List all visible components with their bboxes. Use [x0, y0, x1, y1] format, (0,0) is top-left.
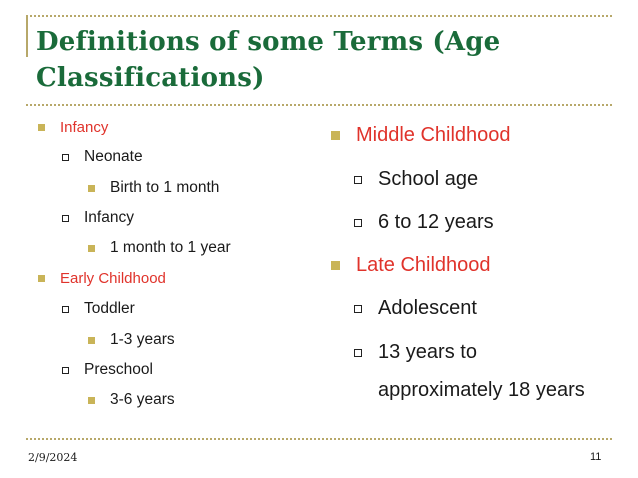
- list-item-adolescent: [354, 297, 477, 320]
- square-bullet-icon: [88, 337, 95, 344]
- label-infancy-age: 1 month to 1 year: [110, 239, 231, 256]
- title-accent-bar: [26, 15, 28, 57]
- label-toddler: Toddler: [84, 300, 135, 317]
- label-preschool: Preschool: [84, 361, 153, 378]
- heading-infancy: Infancy: [60, 119, 109, 136]
- footer-page-number: 11: [590, 451, 602, 463]
- heading-early-childhood: Early Childhood: [60, 270, 166, 287]
- hollow-square-bullet-icon: [354, 176, 362, 184]
- square-bullet-icon: [38, 275, 45, 282]
- square-bullet-icon: [331, 261, 340, 270]
- label-school-range: 6 to 12 years: [378, 211, 494, 233]
- hollow-square-bullet-icon: [354, 219, 362, 227]
- list-item-school-range: [354, 211, 494, 234]
- heading-late-childhood: Late Childhood: [356, 254, 491, 276]
- square-bullet-icon: [331, 131, 340, 140]
- label-adolescent-range-2: approximately 18 years: [378, 379, 585, 401]
- label-toddler-age: 1-3 years: [110, 331, 175, 348]
- hollow-square-bullet-icon: [354, 349, 362, 357]
- list-item-neonate-age: [88, 179, 219, 197]
- list-item-infancy: [38, 119, 108, 136]
- label-infancy-sub: Infancy: [84, 209, 134, 226]
- label-neonate: Neonate: [84, 148, 143, 165]
- list-item-school-age: [354, 168, 478, 191]
- list-item-infancy-sub: [62, 209, 134, 227]
- title-line-2: Classifications): [36, 63, 265, 93]
- list-item-neonate: [62, 148, 143, 166]
- list-item-toddler: [62, 300, 135, 318]
- footer-divider: [26, 438, 612, 440]
- hollow-square-bullet-icon: [62, 367, 69, 374]
- square-bullet-icon: [88, 397, 95, 404]
- footer-date: 2/9/2024: [28, 451, 78, 464]
- list-item-preschool-age: [88, 391, 175, 409]
- list-item-adolescent-range-continued: [378, 379, 585, 402]
- list-item-infancy-age: [88, 239, 231, 257]
- title-line-1: Definitions of some Terms (Age: [36, 27, 501, 57]
- hollow-square-bullet-icon: [62, 154, 69, 161]
- list-item-preschool: [62, 361, 153, 379]
- hollow-square-bullet-icon: [62, 215, 69, 222]
- heading-middle-childhood: Middle Childhood: [356, 124, 511, 146]
- label-adolescent: Adolescent: [378, 297, 477, 319]
- label-adolescent-range-1: 13 years to: [378, 341, 477, 363]
- hollow-square-bullet-icon: [62, 306, 69, 313]
- list-item-late-childhood: [331, 254, 491, 277]
- list-item-early-childhood: [38, 270, 166, 287]
- top-divider: [26, 15, 612, 17]
- hollow-square-bullet-icon: [354, 305, 362, 313]
- label-neonate-age: Birth to 1 month: [110, 179, 220, 196]
- list-item-middle-childhood: [331, 124, 511, 147]
- title-divider: [26, 104, 612, 106]
- square-bullet-icon: [38, 124, 45, 131]
- slide-title: [36, 24, 626, 96]
- list-item-toddler-age: [88, 331, 175, 349]
- label-preschool-age: 3-6 years: [110, 391, 175, 408]
- list-item-adolescent-range: [354, 341, 477, 364]
- square-bullet-icon: [88, 185, 95, 192]
- label-school-age: School age: [378, 168, 479, 190]
- square-bullet-icon: [88, 245, 95, 252]
